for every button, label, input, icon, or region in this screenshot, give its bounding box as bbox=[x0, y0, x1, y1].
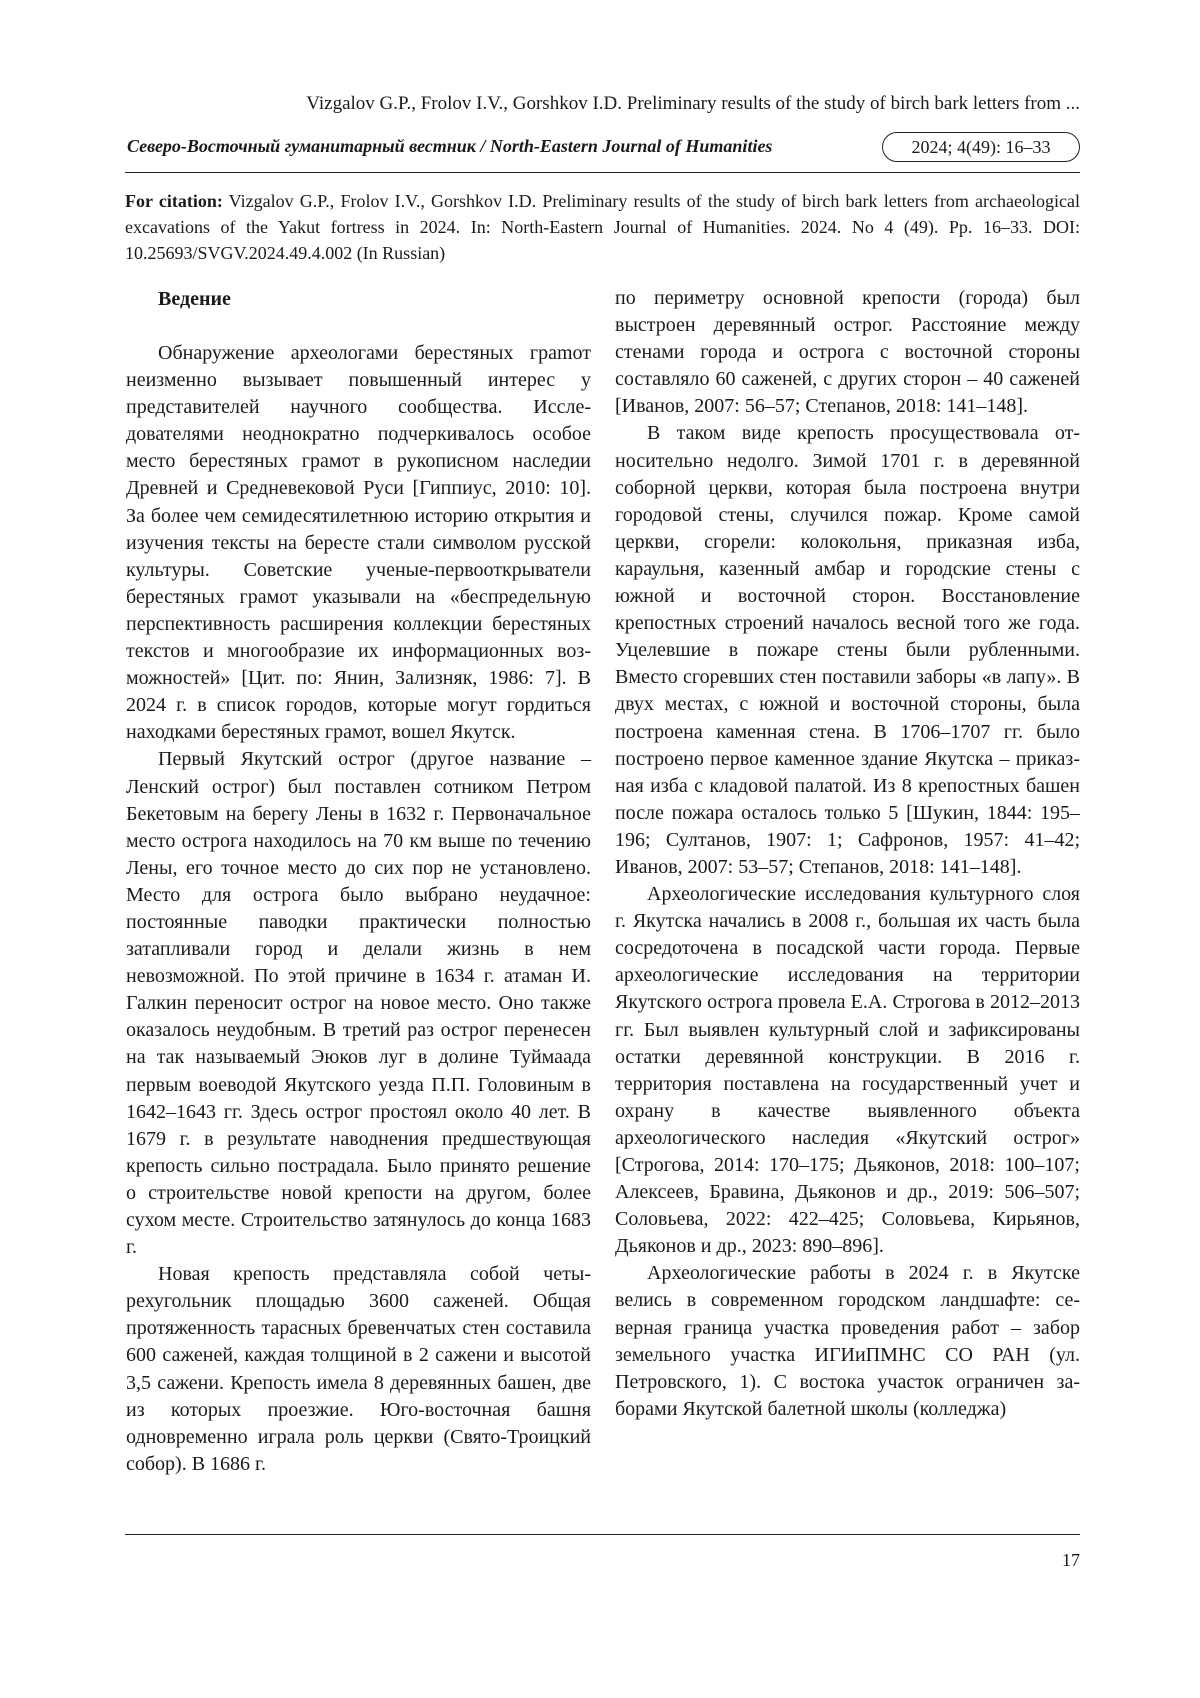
journal-name: Северо-Восточный гуманитарный вестник / North-Eastern Journal of Humanities bbox=[127, 136, 773, 156]
page-number: 17 bbox=[1062, 1550, 1080, 1570]
paragraph: В таком виде крепость просуществовала относительно недолго. Зимой 1701 г. в деревянной соборной церкви, которая была построена внутри городовой стены, случился пожар. Кроме самой церкви, сгорели: колокольня, приказная изба, караульня, казенный амбар и городские стены с южной и восточной сторон. Восстановление крепостных строений началось весной того же года. Уцелевшие в пожаре стены были рубленными. Вместо сгоревших стен поставили заборы «в лапу». В двух местах, с южной и восточной стороны, была построена каменная стена. В 1706–1707 гг. было построено первое каменное здание Якутска – приказная изба с кладовой палатой. Из 8 крепостных башен после пожара осталось только 5 [Шукин, 1844: 195–196; Султанов, 1907: 1; Сафронов, 1957: 41–42; Иванов, 2007: 53–57; Степанов, 2018: 141–148]. bbox=[615, 422, 1080, 878]
paragraph: Первый Якутский острог (другое название – Ленский острог) был поставлен сотником Петром Бекетовым на берегу Лены в 1632 г. Первоначальное место острога находилось на 70 км выше по течению Лены, его точное место до сих пор не установлено. Место для острога было выбрано неудачное: постоянные паводки практически полностью затапливали город и делали жизнь в нем невозможной. По этой причине в 1634 г. атаман И. Галкин переносит острог на новое место. Оно также оказалось неудобным. В третий раз острог перенесен на так называемый Эюков луг в долине Туймаада первым воеводой Якутского уезда П.П. Головиным в 1642–1643 гг. Здесь острог простоял около 40 лет. В 1679 г. в результате наводнения предшествующая крепость сильно пострадала. Было принято решение о строительстве новой крепости на другом, более сухом месте. Строительство затянулось до конца 1683 г. bbox=[126, 748, 591, 1259]
footer-divider bbox=[125, 1534, 1080, 1535]
paragraph: Археологические работы в 2024 г. в Якутске велись в современном городском ландшафте: северная граница участка проведения работ – забор земельного участка ИГИиПМНС СО РАН (ул. Петровского, 1). С востока участок ограничен заборами Якутской балетной школы (колледжа) bbox=[615, 1262, 1080, 1420]
issue-badge: 2024; 4(49): 16–33 bbox=[882, 132, 1080, 162]
left-column bbox=[126, 286, 591, 1478]
running-title: Vizgalov G.P., Frolov I.V., Gorshkov I.D. Preliminary results of the study of birch bark letters from ... bbox=[306, 93, 1080, 114]
journal-header bbox=[125, 130, 1080, 166]
paragraph: Обнаружение археологами берестяных граmот неизменно вызывает повышенный интерес у представителей научного сообщества. Исследователями неоднократно подчеркивалось особое место берестяных грамот в рукописном наследии Древней и Средневековой Руси [Гиппиус, 2010: 10]. За более чем семидесятилетнюю историю открытия и изучения тексты на бересте стали символом русской культуры. Советские ученые-первооткрыватели берестяных грамот указывали на «беспредельную перспективность расширения коллекции берестяных текстов и многообразие их информационных возможностей» [Цит. по: Янин, Зализняк, 1986: 7]. В 2024 г. в список городов, которые могут гордиться находками берестяных грамот, вошел Якутск. bbox=[126, 342, 591, 744]
paragraph: Археологические исследования культурного слоя г. Якутска начались в 2008 г., большая их часть была сосредоточена в посадской части города. Первые археологические исследования на территории Якутского острога провела Е.А. Строгова в 2012–2013 гг. Был выявлен культурный слой и зафиксированы остатки деревянной конструкции. В 2016 г. территория поставлена на государственный учет и охрану в качестве выявленного объекта археологического наследия «Якутский острог» [Строгова, 2014: 170–175; Дьяконов, 2018: 100–107; Алексеев, Бравина, Дьяконов и др., 2019: 506–507; Соловьева, 2022: 422–425; Соловьева, Кирьянов, Дьяконов и др., 2023: 890–896]. bbox=[615, 883, 1080, 1258]
citation-label: For citation: bbox=[125, 191, 223, 211]
header-divider bbox=[125, 172, 1080, 173]
citation-text: Vizgalov G.P., Frolov I.V., Gorshkov I.D. Preliminary results of the study of birch bark letters from archaeological excavations of the Yakut fortress in 2024. In: North-Eastern Journal of Humanities. 2024. No 4 (49). Pp. 16–33. DOI: 10.25693/SVGV.2024.49.4.002 (In Russian) bbox=[125, 191, 1080, 263]
paragraph: Новая крепость представляла собой четырехугольник площадью 3600 саженей. Общая протяженность тарасных бревенчатых стен составила 600 саженей, каждая толщиной в 2 сажени и высотой 3,5 сажени. Крепость имела 8 деревянных башен, две из которых проезжие. Юго-восточная башня одновременно играла роль церкви (Свято-Троицкий собор). В 1686 г. bbox=[126, 1263, 591, 1475]
right-column bbox=[615, 285, 1080, 1423]
citation-block bbox=[125, 188, 1080, 266]
paragraph-continued: по периметру основной крепости (города) был выстроен деревянный острог. Расстояние между стенами города и острога с восточной стороны составляло 60 саженей, с других сторон – 40 саженей [Иванов, 2007: 56–57; Степанов, 2018: 141–148]. bbox=[615, 287, 1080, 418]
section-heading: Ведение bbox=[158, 288, 231, 310]
